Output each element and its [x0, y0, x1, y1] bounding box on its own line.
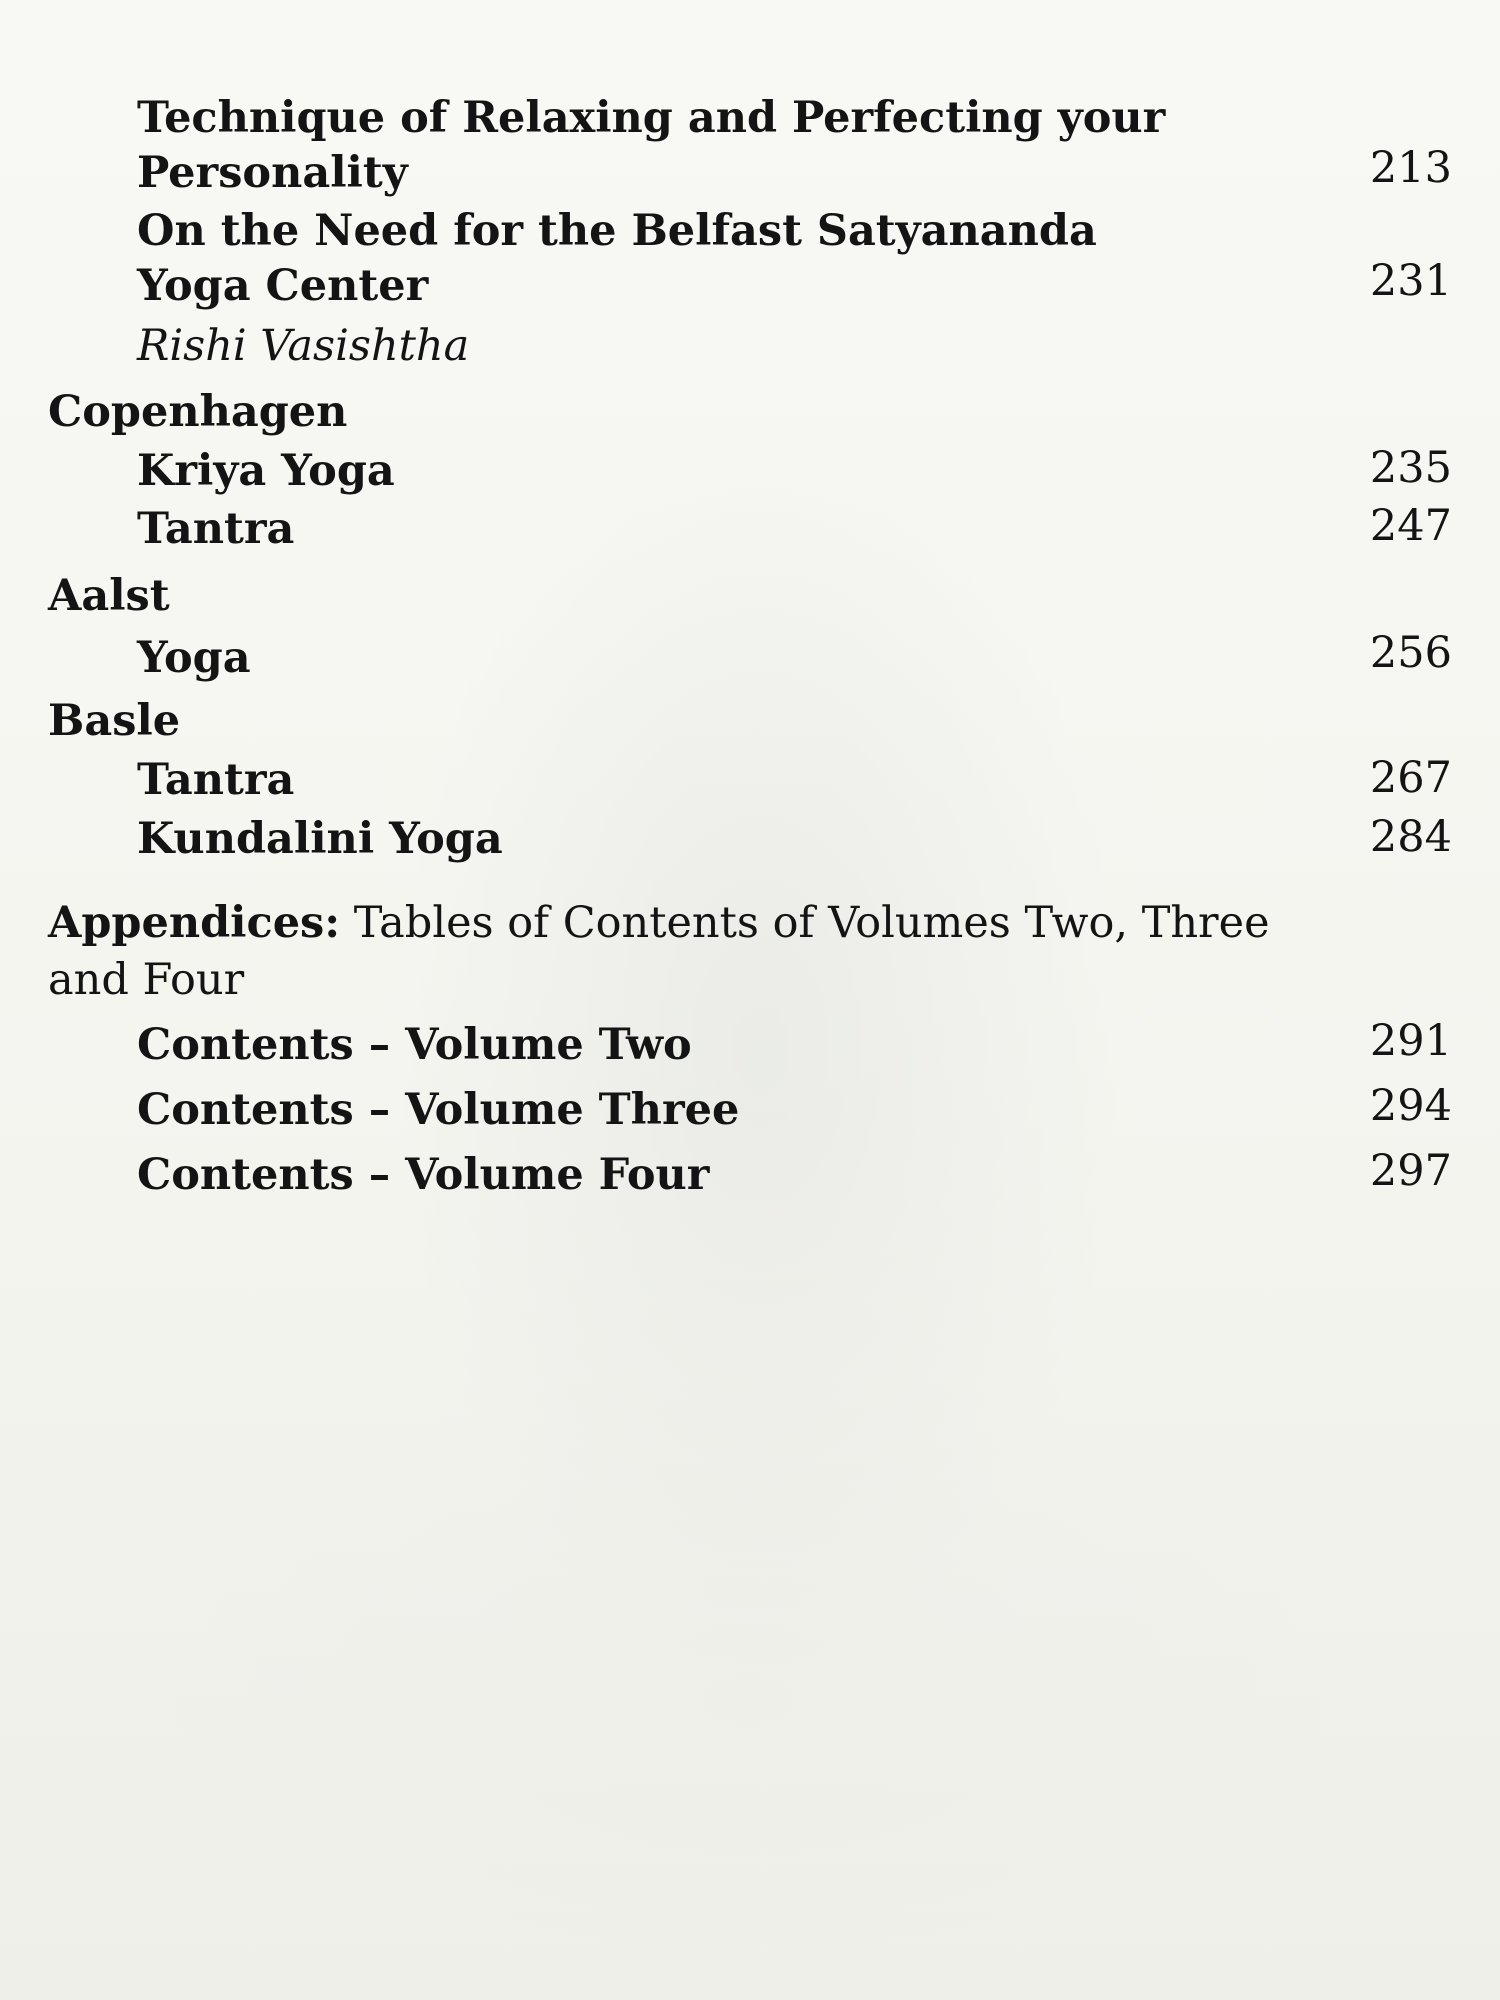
toc-entry-volume-two: Contents – Volume Two — [137, 1020, 692, 1070]
toc-page-number: 294 — [1369, 1081, 1452, 1131]
toc-section-basle: Basle — [48, 696, 181, 746]
toc-page-number: 291 — [1369, 1016, 1452, 1066]
toc-entry-belfast-line2: Yoga Center — [137, 261, 429, 311]
toc-entry-kundalini-yoga: Kundalini Yoga — [137, 814, 503, 864]
toc-page-number: 267 — [1369, 753, 1452, 803]
toc-page-number: 297 — [1369, 1146, 1452, 1196]
appendices-lead: Appendices: — [48, 898, 341, 948]
appendices-description: Tables of Contents of Volumes Two, Three — [340, 898, 1270, 948]
toc-entry-yoga: Yoga — [137, 633, 251, 683]
toc-page-number: 247 — [1369, 501, 1452, 551]
toc-section-aalst: Aalst — [48, 571, 170, 621]
toc-author: Rishi Vasishtha — [137, 321, 470, 371]
toc-entry-technique-line2: Personality — [137, 148, 408, 198]
toc-page-number: 284 — [1369, 812, 1452, 862]
toc-entry-volume-four: Contents – Volume Four — [137, 1150, 710, 1200]
toc-entry-volume-three: Contents – Volume Three — [137, 1085, 740, 1135]
toc-entry-tantra: Tantra — [137, 755, 295, 805]
toc-entry-kriya-yoga: Kriya Yoga — [137, 446, 395, 496]
toc-page-number: 235 — [1369, 443, 1452, 493]
toc-appendices-heading-line1 — [48, 895, 1270, 951]
toc-page-number: 231 — [1369, 256, 1452, 306]
toc-entry-tantra: Tantra — [137, 504, 295, 554]
toc-page-number: 213 — [1369, 143, 1452, 193]
toc-page-number: 256 — [1369, 628, 1452, 678]
toc-entry-technique-line1: Technique of Relaxing and Perfecting your — [137, 93, 1166, 143]
toc-entry-belfast-line1: On the Need for the Belfast Satyananda — [137, 206, 1097, 256]
toc-appendices-heading-line2: and Four — [48, 955, 245, 1005]
toc-section-copenhagen: Copenhagen — [48, 387, 348, 437]
